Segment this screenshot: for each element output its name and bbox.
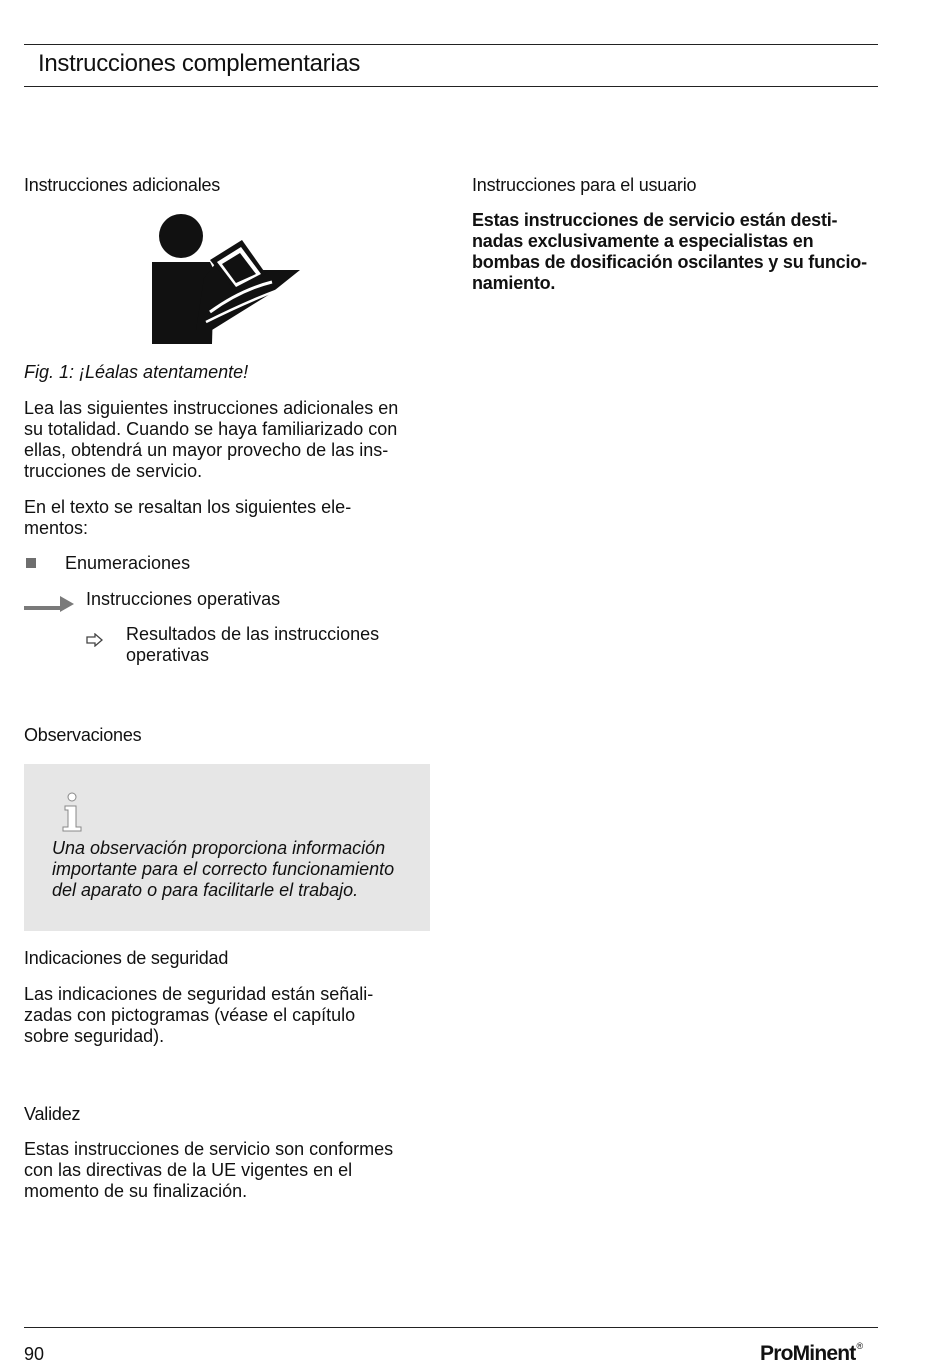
user-paragraph: Estas instrucciones de servicio están desti- nadas exclusivamente a especialistas en bombas de dosificación oscilantes y su funcio- namiento.: [472, 210, 867, 293]
safety-paragraph: Las indicaciones de seguridad están señali- zadas con pictogramas (véase el capítulo sobre seguridad).: [24, 984, 374, 1046]
operative-instructions-label: Instrucciones operativas: [86, 589, 281, 609]
figure-caption: Fig. 1: ¡Léalas atentamente!: [24, 362, 249, 382]
validity-paragraph: Estas instrucciones de servicio son conformes con las directivas de la UE vigentes en el momento de su finalización.: [24, 1139, 394, 1201]
elements-paragraph: En el texto se resaltan los siguientes ele- mentos:: [24, 497, 352, 538]
enumeration-label: Enumeraciones: [65, 553, 191, 573]
note-text: Una observación proporciona información importante para el correcto funcionamiento del aparato o para facilitarle el trabajo.: [52, 838, 395, 900]
section-heading-safety: Indicaciones de seguridad: [24, 948, 229, 968]
page-title: Instrucciones complementarias: [38, 50, 361, 77]
result-arrow-icon: [86, 633, 104, 647]
footer-rule: [24, 1327, 878, 1328]
header-top-rule: [24, 44, 878, 45]
bullet-square-icon: [26, 558, 36, 568]
intro-paragraph: Lea las siguientes instrucciones adicionales en su totalidad. Cuando se haya familiarizado con ellas, obtendrá un mayor provecho de las ins- trucciones de servicio.: [24, 398, 399, 481]
reading-person-icon: [150, 212, 306, 344]
section-heading-additional: Instrucciones adicionales: [24, 175, 221, 195]
operative-arrow-icon: [24, 594, 76, 614]
header-bottom-rule: [24, 86, 878, 87]
results-label: Resultados de las instrucciones operativas: [126, 624, 380, 665]
brand-logo: ProMinent®: [760, 1341, 863, 1365]
info-icon: [60, 792, 86, 832]
section-heading-user: Instrucciones para el usuario: [472, 175, 697, 195]
section-heading-validity: Validez: [24, 1104, 81, 1124]
section-heading-observations: Observaciones: [24, 725, 142, 745]
page-number: 90: [24, 1344, 45, 1364]
